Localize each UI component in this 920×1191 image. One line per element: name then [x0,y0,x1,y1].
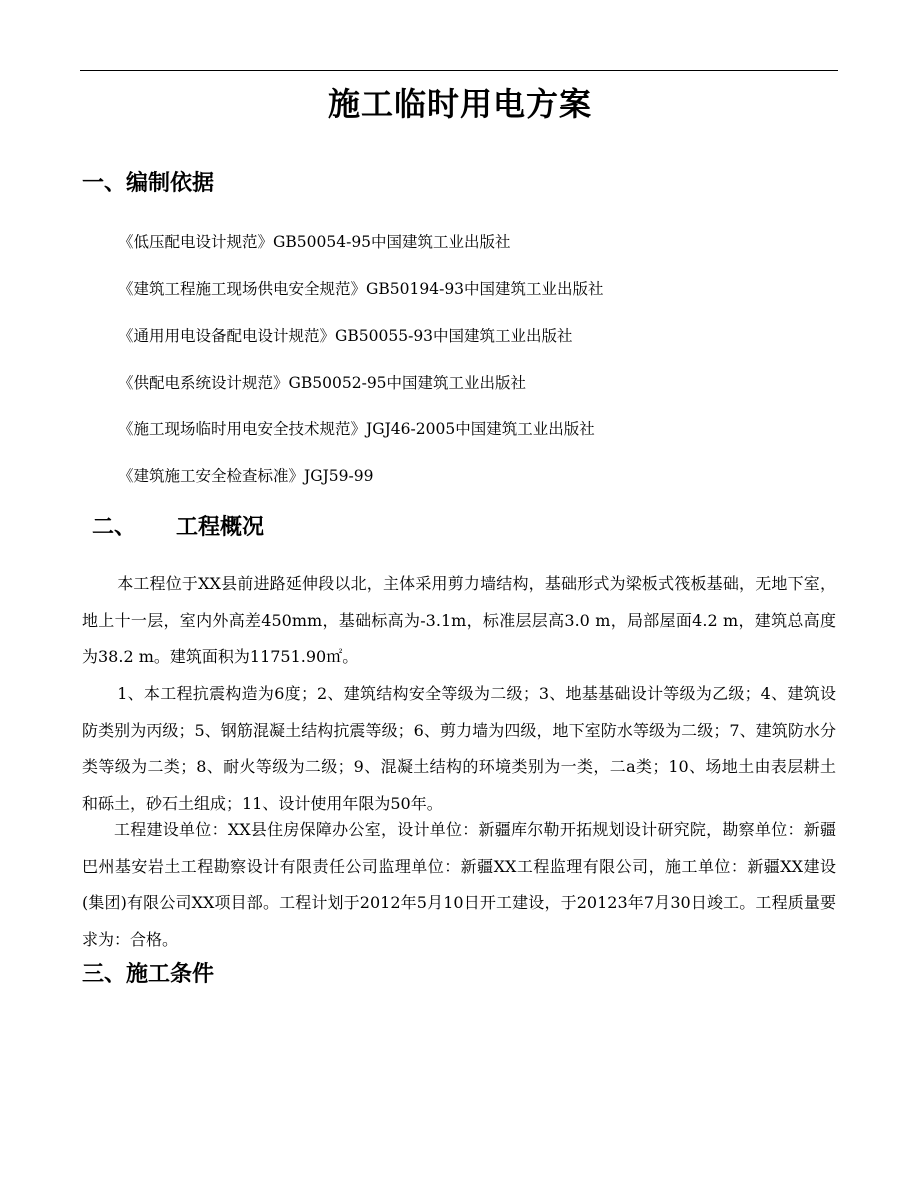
section-heading-1 [82,169,214,199]
reference-item-3: 《通用用电设备配电设计规范》GB50055-93中国建筑工业出版社 [118,327,573,345]
section-number-1: 一、 [82,171,127,196]
section-title-3: 施工条件 [126,962,215,987]
section-number-2: 二、 [92,515,137,540]
overview-paragraph-2: 1、本工程抗震构造为6度；2、建筑结构安全等级为二级；3、地基基础设计等级为乙级；4、建筑设防类别为丙级；5、钢筋混凝土结构抗震等级；6、剪力墙为四级，地下室防水等级为二级；7、建筑防水分类等级为二类；8、耐火等级为二级；9、混凝土结构的环境类别为一类，二a类；10、场地土由表层耕土和砾土，砂石土组成；11、设计使用年限为50年。 [82,684,836,814]
section-number-3: 三、 [82,962,127,987]
reference-item-1: 《低压配电设计规范》GB50054-95中国建筑工业出版社 [118,233,511,251]
reference-item-2: 《建筑工程施工现场供电安全规范》GB50194-93中国建筑工业出版社 [118,280,604,298]
document-title: 施工临时用电方案 [327,85,592,123]
section-heading-3 [82,960,214,990]
section-title-2: 工程概况 [176,515,265,540]
overview-paragraph-3: 工程建设单位：XX县住房保障办公室，设计单位：新疆库尔勒开拓规划设计研究院，勘察单位：新疆巴州基安岩土工程勘察设计有限责任公司监理单位：新疆XX工程监理有限公司，施工单位：新疆XX建设(集团)有限公司XX项目部。工程计划于2012年5月10日开工建设，于20123年7月30日竣工。工程质量要求为：合格。 [82,820,836,950]
overview-paragraph-1: 本工程位于XX县前进路延伸段以北，主体采用剪力墙结构，基础形式为梁板式筏板基础，无地下室，地上十一层，室内外高差450mm，基础标高为-3.1m，标准层层高3.0 m，局部屋面4.2 m，建筑总高度为38.2 m。建筑面积为11751.90㎡。 [82,574,836,667]
reference-item-4: 《供配电系统设计规范》GB50052-95中国建筑工业出版社 [118,374,527,392]
section-title-1: 编制依据 [126,171,215,196]
reference-item-6: 《建筑施工安全检查标准》JGJ59-99 [118,467,374,485]
reference-item-5: 《施工现场临时用电安全技术规范》JGJ46-2005中国建筑工业出版社 [118,420,595,438]
header-rule [80,70,838,71]
section-heading-2 [82,513,264,543]
